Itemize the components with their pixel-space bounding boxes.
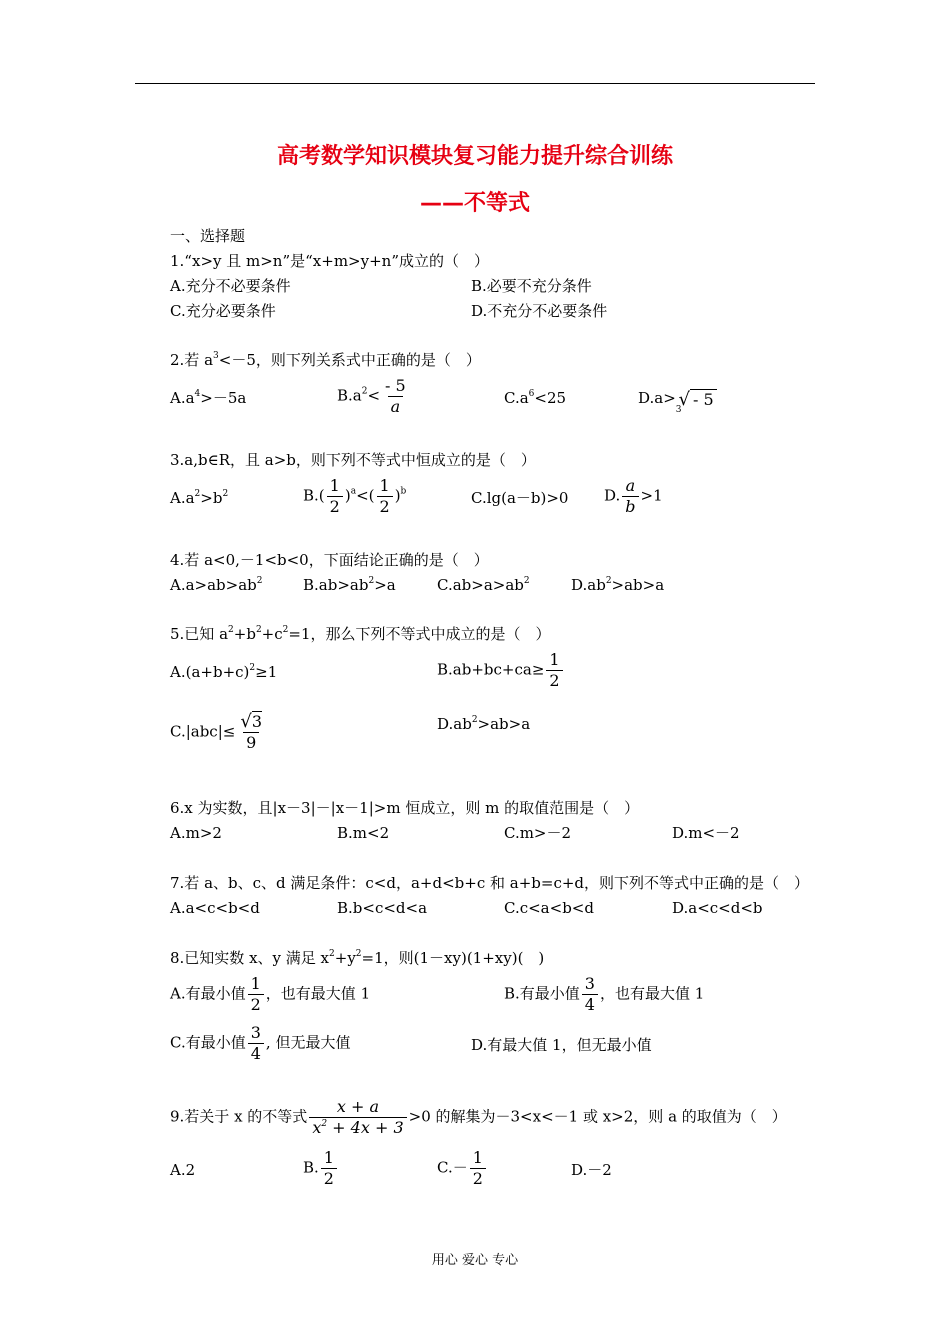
- q1-option-d: D.不充分不必要条件: [471, 302, 608, 320]
- q1-option-b: B.必要不充分条件: [471, 277, 592, 295]
- q2-option-a: $A.a^4>-5a$: [170, 389, 247, 407]
- q7-option-b: B.b<c<d<a: [337, 899, 428, 917]
- q3-option-c: C.lg(a－b)>0: [471, 489, 569, 507]
- q6-option-c: C.m>－2: [504, 824, 572, 842]
- page-footer: 用心 爱心 专心: [431, 1253, 519, 1268]
- q2-stem: 2.若 $a^3<-5$，则下列关系式中正确的是（ ）: [170, 351, 481, 369]
- section-heading: 一、选择题: [170, 227, 246, 245]
- q1-option-a: A.充分不必要条件: [170, 277, 291, 295]
- q3-option-a: $A.a^2>b^2$: [170, 489, 229, 507]
- q8-option-c: C.有最小值 $\frac{3}{4}$ , 但无最大值: [170, 1023, 351, 1063]
- q3-option-b: B.( $\frac{1}{2}$ )$^a$<( $\frac{1}{2}$ )$^b$: [303, 476, 407, 516]
- q4-option-d: $D.ab^2>ab>a$: [571, 576, 665, 594]
- q7-option-c: C.c<a<b<d: [504, 899, 594, 917]
- q5-stem: 5.已知 $a^2+b^2+c^2=1$，那么下列不等式中成立的是（ ）: [170, 625, 551, 643]
- cube-root: 3 √ - 5: [676, 389, 717, 410]
- q6-option-d: D.m<－2: [672, 824, 740, 842]
- q2-option-c: $C.a^6<25$: [504, 389, 567, 407]
- page-subtitle: ——不等式: [419, 191, 530, 216]
- q7-stem: 7.若 a、b、c、d 满足条件：c<d，a+d<b+c 和 a+b=c+d，则下列不等式中正确的是（ ）: [170, 874, 810, 892]
- q5-option-c: C.|abc|≤ $\frac{√3}{9}$: [170, 711, 263, 752]
- q6-stem: 6.x 为实数，且|x－3|－|x－1|>m 恒成立，则 m 的取值范围是（ ）: [170, 799, 640, 817]
- q3-option-d: D. $\frac{a}{b}$ >1: [604, 476, 663, 516]
- q4-stem: 4.若 a<0,－1<b<0，下面结论正确的是（ ）: [170, 551, 489, 569]
- q6-option-a: A.m>2: [170, 824, 222, 842]
- q7-option-a: A.a<c<b<d: [170, 899, 260, 917]
- q2-option-b: $B.a^2<$ $\frac{- 5}{a}$: [337, 376, 411, 417]
- q2-b-fraction: $\frac{- 5}{a}$: [385, 376, 406, 416]
- q9-fraction: $\frac{x + a}{x^2 + 4x + 3}$: [309, 1097, 406, 1138]
- q4-option-b: $B.ab>ab^2>a$: [303, 576, 396, 594]
- q1-option-c: C.充分必要条件: [170, 302, 276, 320]
- q9-stem: 9.若关于 x 的不等式 $\frac{x + a}{x^2 + 4x + 3}$ >0 的解集为－3<x<－1 或 x>2，则 a 的取值为（ ）: [170, 1097, 787, 1137]
- q8-stem: 8.已知实数 x、y 满足 $x^2+y^2=1$，则(1－xy)(1+xy)( ): [170, 949, 545, 967]
- q5-option-b: B.ab+bc+ca≥ $\frac{1}{2}$: [437, 650, 565, 691]
- q9-option-c: C.－ $\frac{1}{2}$: [437, 1148, 488, 1189]
- q4-option-c: $C.ab>a>ab^2$: [437, 576, 530, 594]
- q5-option-a: $A.(a+b+c)^2\ge 1$: [170, 663, 278, 681]
- q5-option-d: $D.ab^2>ab>a$: [437, 715, 531, 733]
- header-rule: [135, 83, 815, 84]
- q9-option-d: D.－2: [571, 1161, 612, 1179]
- q1-stem: 1.“x>y 且 m>n”是“x+m>y+n”成立的（ ）: [170, 252, 489, 270]
- q8-option-d: D.有最大值 1，但无最小值: [471, 1036, 652, 1054]
- q9-option-a: A.2: [170, 1161, 196, 1179]
- q4-option-a: $A.a>ab>ab^2$: [170, 576, 263, 594]
- q6-option-b: B.m<2: [337, 824, 390, 842]
- q2-option-d: D.a> 3 √ - 5: [638, 388, 717, 410]
- q8-option-b: B.有最小值 $\frac{3}{4}$ ，也有最大值 1: [504, 974, 705, 1014]
- q3-stem: 3.a,b∈R，且 a>b，则下列不等式中恒成立的是（ ）: [170, 451, 536, 469]
- q7-option-d: D.a<c<d<b: [672, 899, 763, 917]
- q8-option-a: A.有最小值 $\frac{1}{2}$ ，也有最大值 1: [170, 974, 371, 1014]
- page-title: 高考数学知识模块复习能力提升综合训练: [276, 144, 673, 169]
- q9-option-b: B. $\frac{1}{2}$: [303, 1148, 339, 1189]
